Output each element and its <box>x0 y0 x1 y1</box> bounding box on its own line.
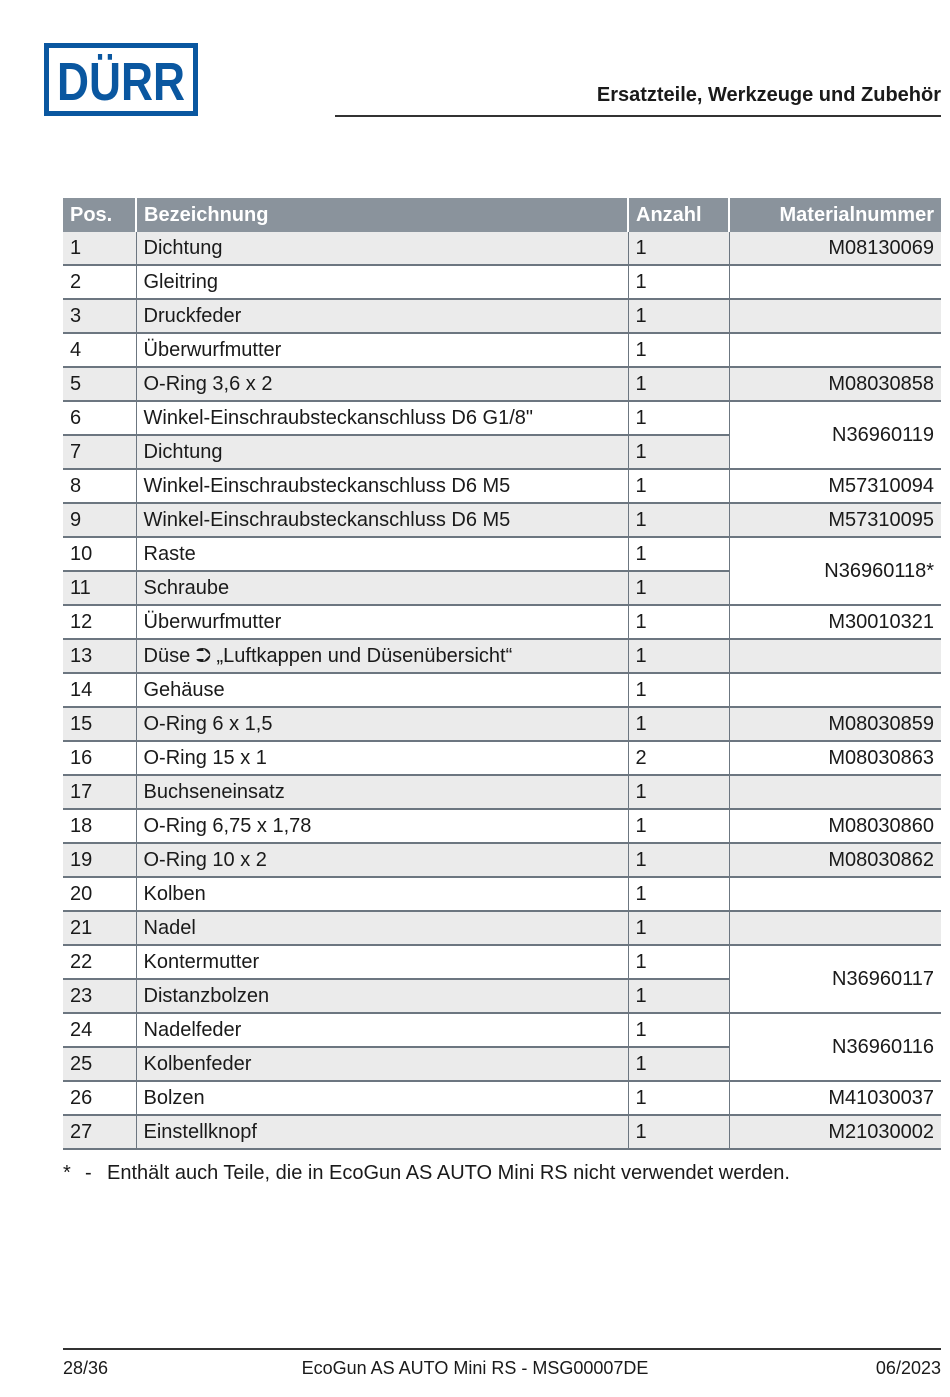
cell-pos: 16 <box>63 741 136 775</box>
cell-anzahl: 1 <box>628 605 729 639</box>
cell-anzahl: 1 <box>628 639 729 673</box>
cell-anzahl: 1 <box>628 843 729 877</box>
table-row <box>63 673 941 707</box>
cell-materialnummer <box>729 911 941 945</box>
cell-anzahl: 1 <box>628 1115 729 1149</box>
cell-materialnummer <box>729 877 941 911</box>
cell-materialnummer: M57310094 <box>729 469 941 503</box>
cell-pos: 20 <box>63 877 136 911</box>
cell-anzahl: 1 <box>628 232 729 265</box>
cell-materialnummer: N36960118* <box>729 537 941 605</box>
cell-bezeichnung: Winkel-Einschraubsteckanschluss D6 M5 <box>136 469 628 503</box>
cell-bezeichnung: O-Ring 6,75 x 1,78 <box>136 809 628 843</box>
cell-materialnummer: N36960119 <box>729 401 941 469</box>
cell-pos: 1 <box>63 232 136 265</box>
cell-pos: 10 <box>63 537 136 571</box>
cell-bezeichnung: Winkel-Einschraubsteckanschluss D6 M5 <box>136 503 628 537</box>
cell-anzahl: 1 <box>628 1081 729 1115</box>
logo-text: DÜRR <box>57 52 185 112</box>
spare-parts-table <box>63 198 941 1150</box>
cell-bezeichnung: Nadelfeder <box>136 1013 628 1047</box>
footnote-mark: * <box>63 1162 71 1184</box>
cell-materialnummer: N36960117 <box>729 945 941 1013</box>
cell-materialnummer: M57310095 <box>729 503 941 537</box>
footer-page-number: 28/36 <box>63 1358 109 1378</box>
cell-bezeichnung: Gleitring <box>136 265 628 299</box>
cell-materialnummer: M08030862 <box>729 843 941 877</box>
cell-pos: 13 <box>63 639 136 673</box>
cell-anzahl: 1 <box>628 809 729 843</box>
cell-bezeichnung: Raste <box>136 537 628 571</box>
cell-materialnummer: M30010321 <box>729 605 941 639</box>
table-row <box>63 775 941 809</box>
table-row <box>63 537 941 571</box>
page-header-title: Ersatzteile, Werkzeuge und Zubehör <box>596 84 941 106</box>
cell-pos: 6 <box>63 401 136 435</box>
cell-materialnummer <box>729 265 941 299</box>
cell-materialnummer: M08030858 <box>729 367 941 401</box>
cell-pos: 27 <box>63 1115 136 1149</box>
cell-anzahl: 1 <box>628 571 729 605</box>
cell-anzahl: 1 <box>628 945 729 979</box>
cell-bezeichnung: Kontermutter <box>136 945 628 979</box>
cell-materialnummer: M08030859 <box>729 707 941 741</box>
cell-pos: 12 <box>63 605 136 639</box>
cell-pos: 7 <box>63 435 136 469</box>
cell-anzahl: 1 <box>628 877 729 911</box>
cell-anzahl: 1 <box>628 1013 729 1047</box>
cell-anzahl: 2 <box>628 741 729 775</box>
cell-pos: 26 <box>63 1081 136 1115</box>
duerr-logo <box>44 43 198 116</box>
cell-bezeichnung: O-Ring 3,6 x 2 <box>136 367 628 401</box>
footnote-dash: - <box>85 1162 92 1184</box>
table-row <box>63 639 941 673</box>
cell-materialnummer: N36960116 <box>729 1013 941 1081</box>
cell-bezeichnung: Dichtung <box>136 435 628 469</box>
table-row <box>63 809 941 843</box>
table-header-row <box>63 198 941 232</box>
table-row <box>63 911 941 945</box>
table-row <box>63 1115 941 1149</box>
table-row <box>63 1081 941 1115</box>
cell-materialnummer: M08030863 <box>729 741 941 775</box>
cell-bezeichnung: Gehäuse <box>136 673 628 707</box>
cell-anzahl: 1 <box>628 401 729 435</box>
cell-anzahl: 1 <box>628 673 729 707</box>
cell-anzahl: 1 <box>628 911 729 945</box>
table-row <box>63 605 941 639</box>
table-row <box>63 843 941 877</box>
table-row <box>63 367 941 401</box>
cell-pos: 14 <box>63 673 136 707</box>
table-row <box>63 741 941 775</box>
cell-anzahl: 1 <box>628 265 729 299</box>
cell-bezeichnung: Überwurfmutter <box>136 605 628 639</box>
cell-bezeichnung: Einstellknopf <box>136 1115 628 1149</box>
table-row <box>63 707 941 741</box>
cell-bezeichnung: Bolzen <box>136 1081 628 1115</box>
cell-pos: 5 <box>63 367 136 401</box>
cell-bezeichnung: Kolbenfeder <box>136 1047 628 1081</box>
table-row <box>63 469 941 503</box>
cell-pos: 3 <box>63 299 136 333</box>
cell-anzahl: 1 <box>628 537 729 571</box>
table-row <box>63 333 941 367</box>
cell-anzahl: 1 <box>628 299 729 333</box>
cell-anzahl: 1 <box>628 367 729 401</box>
cell-anzahl: 1 <box>628 469 729 503</box>
cell-materialnummer: M21030002 <box>729 1115 941 1149</box>
cell-anzahl: 1 <box>628 435 729 469</box>
header-divider <box>335 115 941 117</box>
cell-anzahl: 1 <box>628 979 729 1013</box>
cell-pos: 8 <box>63 469 136 503</box>
cell-pos: 23 <box>63 979 136 1013</box>
cell-bezeichnung: Düse ⮊ „Luftkappen und Düsenübersicht“ <box>136 639 628 673</box>
column-header-anzahl: Anzahl <box>628 198 729 232</box>
table-row <box>63 265 941 299</box>
cell-pos: 18 <box>63 809 136 843</box>
footer-date: 06/2023 <box>875 1358 941 1378</box>
cell-materialnummer: M08130069 <box>729 232 941 265</box>
table-row <box>63 945 941 979</box>
cell-pos: 2 <box>63 265 136 299</box>
column-header-bezeichnung: Bezeichnung <box>136 198 628 232</box>
cell-materialnummer <box>729 333 941 367</box>
table-row <box>63 1013 941 1047</box>
column-header-materialnummer: Materialnummer <box>729 198 941 232</box>
duerr-logo-mark <box>49 48 193 111</box>
cell-bezeichnung: Kolben <box>136 877 628 911</box>
cell-bezeichnung: Buchseneinsatz <box>136 775 628 809</box>
cell-pos: 4 <box>63 333 136 367</box>
cell-pos: 15 <box>63 707 136 741</box>
cell-materialnummer: M41030037 <box>729 1081 941 1115</box>
table-row <box>63 299 941 333</box>
cell-anzahl: 1 <box>628 333 729 367</box>
footer-divider <box>63 1348 941 1350</box>
cell-materialnummer <box>729 639 941 673</box>
cell-bezeichnung: O-Ring 15 x 1 <box>136 741 628 775</box>
cell-bezeichnung: Überwurfmutter <box>136 333 628 367</box>
cell-pos: 9 <box>63 503 136 537</box>
footer-document-title: EcoGun AS AUTO Mini RS - MSG00007DE <box>301 1358 649 1378</box>
cell-bezeichnung: Winkel-Einschraubsteckanschluss D6 G1/8" <box>136 401 628 435</box>
cell-pos: 25 <box>63 1047 136 1081</box>
cell-pos: 24 <box>63 1013 136 1047</box>
footnote <box>63 1162 790 1185</box>
cell-bezeichnung: Druckfeder <box>136 299 628 333</box>
cell-materialnummer: M08030860 <box>729 809 941 843</box>
cell-bezeichnung: O-Ring 6 x 1,5 <box>136 707 628 741</box>
cell-materialnummer <box>729 775 941 809</box>
cell-bezeichnung: Distanzbolzen <box>136 979 628 1013</box>
table-row <box>63 877 941 911</box>
cell-pos: 17 <box>63 775 136 809</box>
cell-pos: 21 <box>63 911 136 945</box>
cell-bezeichnung: O-Ring 10 x 2 <box>136 843 628 877</box>
cell-pos: 19 <box>63 843 136 877</box>
table-row <box>63 232 941 265</box>
table-body <box>63 232 941 1149</box>
cell-bezeichnung: Nadel <box>136 911 628 945</box>
cell-materialnummer <box>729 299 941 333</box>
cell-materialnummer <box>729 673 941 707</box>
cell-anzahl: 1 <box>628 1047 729 1081</box>
column-header-pos: Pos. <box>63 198 136 232</box>
table-row <box>63 503 941 537</box>
cell-pos: 11 <box>63 571 136 605</box>
cell-bezeichnung: Dichtung <box>136 232 628 265</box>
cell-anzahl: 1 <box>628 503 729 537</box>
table-row <box>63 401 941 435</box>
cell-anzahl: 1 <box>628 707 729 741</box>
cell-bezeichnung: Schraube <box>136 571 628 605</box>
cell-anzahl: 1 <box>628 775 729 809</box>
footnote-text: Enthält auch Teile, die in EcoGun AS AUTO Mini RS nicht verwendet werden. <box>107 1162 790 1184</box>
cell-pos: 22 <box>63 945 136 979</box>
